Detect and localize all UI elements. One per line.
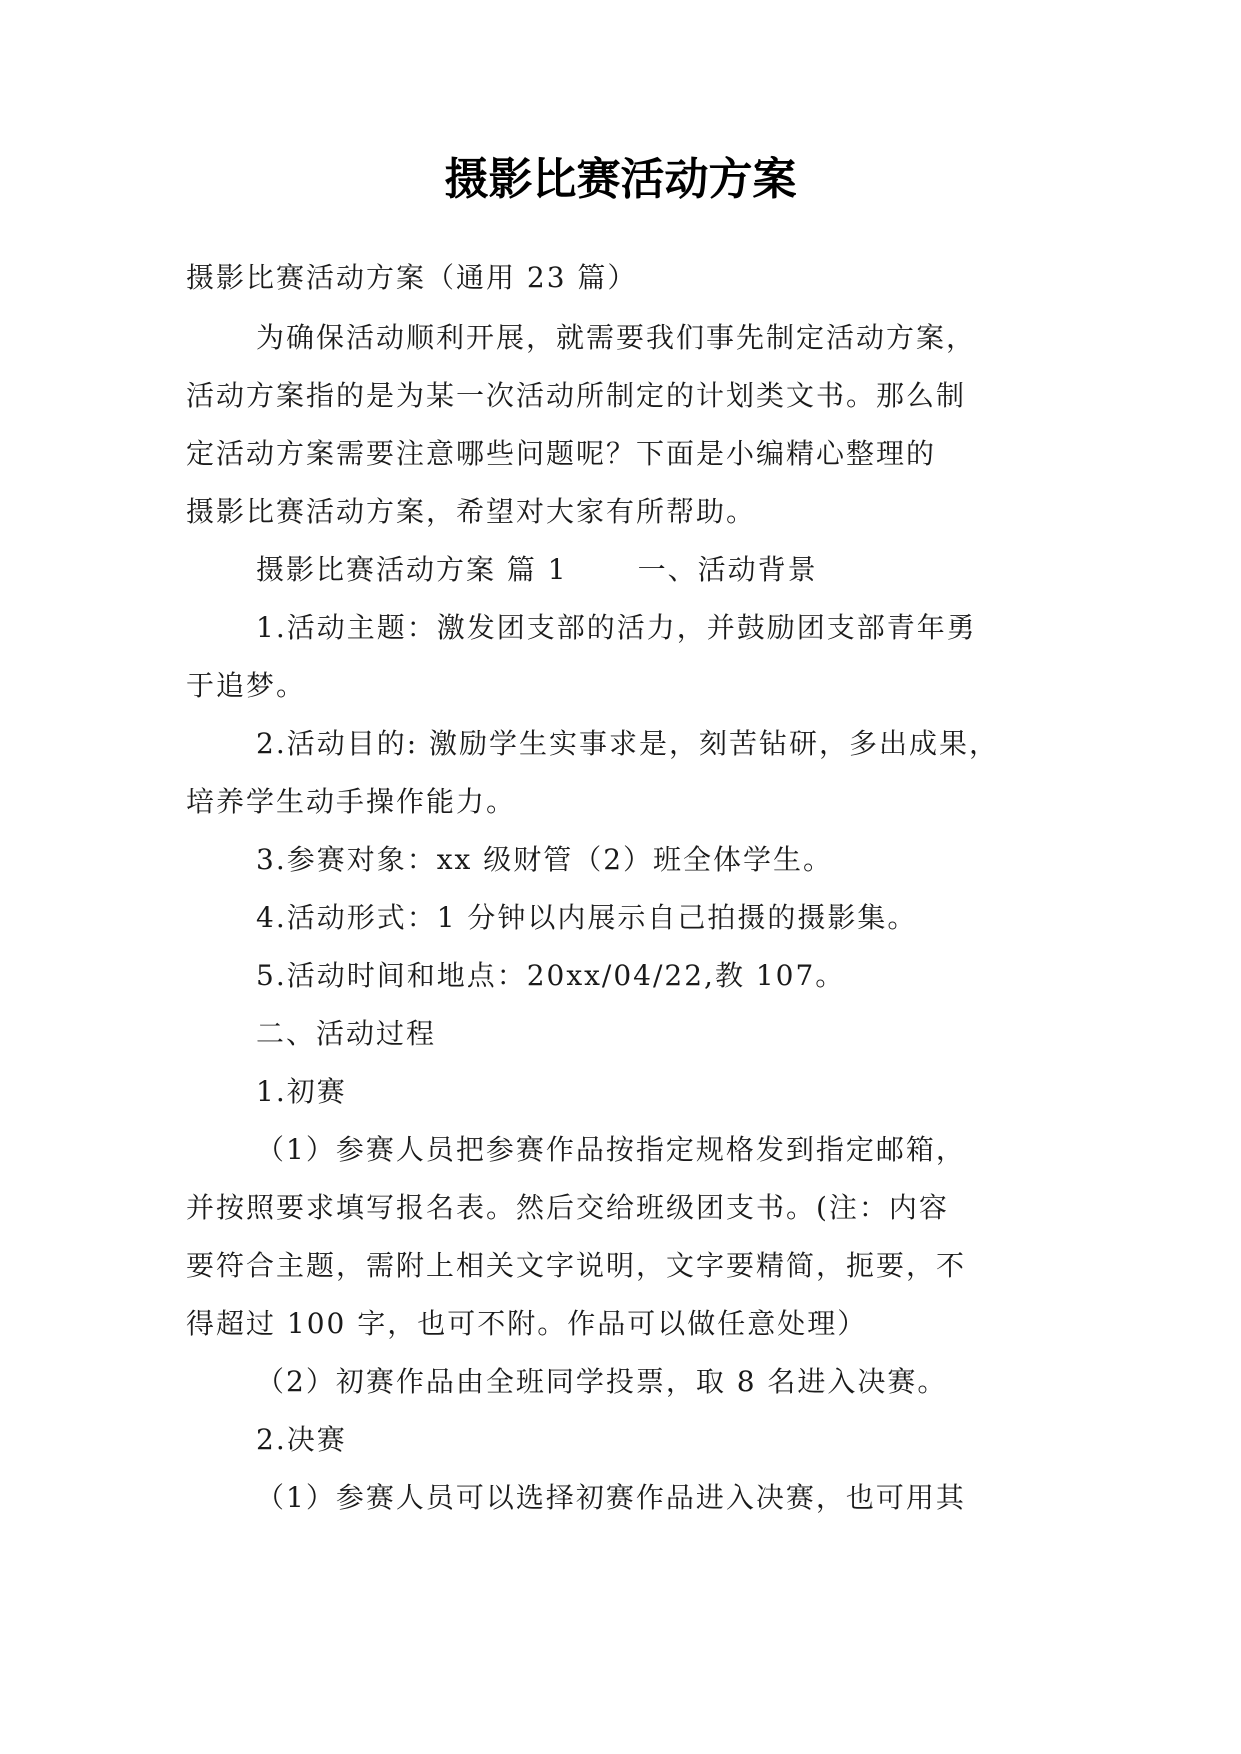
paragraph-line: 摄影比赛活动方案，希望对大家有所帮助。	[186, 495, 757, 528]
paragraph-line: 活动方案指的是为某一次活动所制定的计划类文书。那么制	[186, 379, 967, 412]
paragraph-line: 4.活动形式：1 分钟以内展示自己拍摄的摄影集。	[256, 901, 918, 934]
paragraph-line: （1）参赛人员把参赛作品按指定规格发到指定邮箱，	[256, 1133, 966, 1166]
paragraph-line: 3.参赛对象：xx 级财管（2）班全体学生。	[256, 843, 834, 876]
article-label: 摄影比赛活动方案 篇 1	[256, 553, 568, 586]
section-heading: 二、活动过程	[256, 1017, 437, 1050]
paragraph-line: 定活动方案需要注意哪些问题呢？下面是小编精心整理的	[186, 437, 937, 470]
section-heading: 一、活动背景	[637, 553, 818, 586]
section-heading-line	[256, 550, 818, 590]
document-title: 摄影比赛活动方案	[444, 154, 797, 205]
paragraph-line: （2）初赛作品由全班同学投票，取 8 名进入决赛。	[256, 1365, 948, 1398]
paragraph-line: 5.活动时间和地点：20xx/04/22,教 107。	[256, 959, 846, 992]
paragraph-line: 要符合主题，需附上相关文字说明，文字要精简，扼要，不	[186, 1249, 967, 1282]
paragraph-line: 得超过 100 字，也可不附。作品可以做任意处理）	[186, 1307, 868, 1340]
paragraph-line: 培养学生动手操作能力。	[186, 785, 517, 818]
paragraph-line: 1.活动主题：激发团支部的活力，并鼓励团支部青年勇	[256, 611, 977, 644]
document-subtitle: 摄影比赛活动方案（通用 23 篇）	[186, 261, 638, 294]
paragraph-line: 2.活动目的: 激励学生实事求是，刻苦钻研，多出成果，	[256, 727, 1000, 760]
subsection-heading: 1.初赛	[256, 1075, 347, 1108]
subsection-heading: 2.决赛	[256, 1423, 347, 1456]
paragraph-line: 并按照要求填写报名表。然后交给班级团支书。(注：内容	[186, 1191, 949, 1224]
paragraph-line: 于追梦。	[186, 669, 307, 702]
paragraph-line: （1）参赛人员可以选择初赛作品进入决赛，也可用其	[256, 1481, 966, 1514]
paragraph-line: 为确保活动顺利开展，就需要我们事先制定活动方案，	[256, 321, 977, 354]
